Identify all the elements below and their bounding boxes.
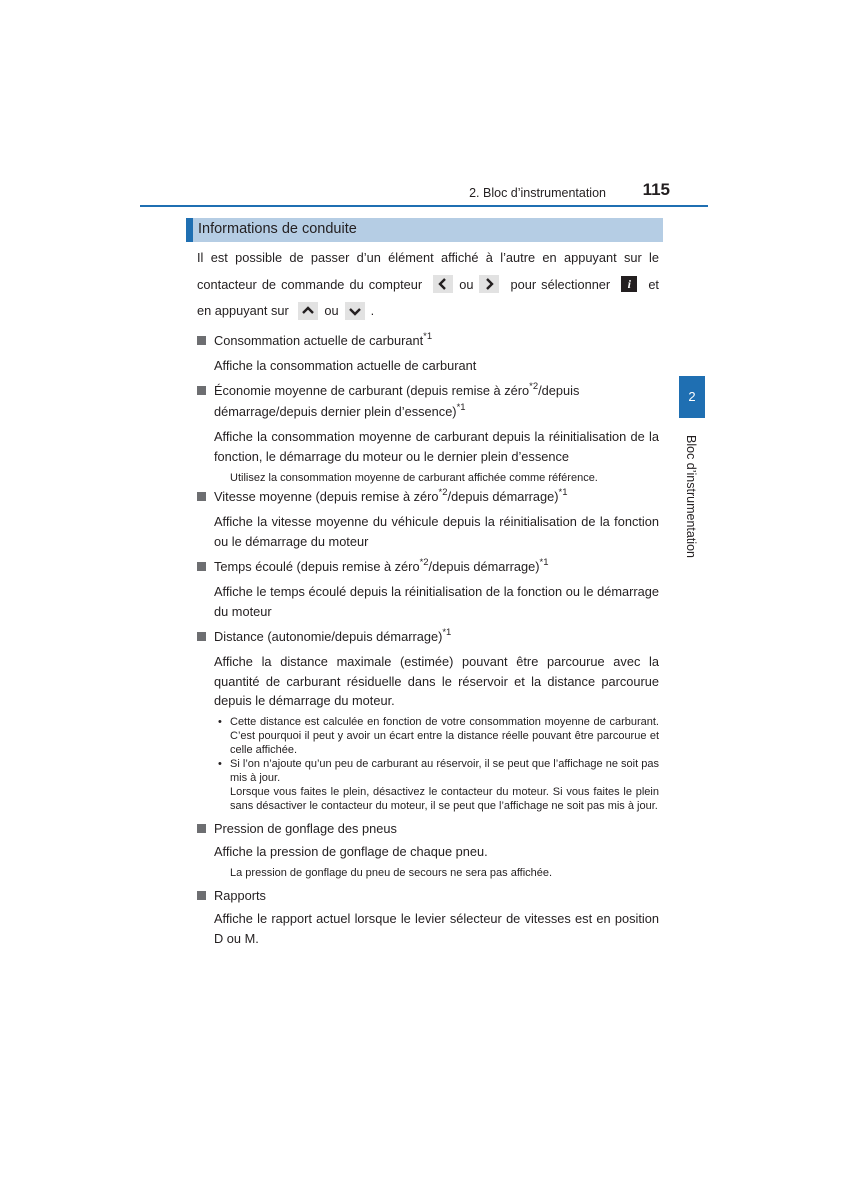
bullet-text: Si l’on n’ajoute qu’un peu de carburant au réservoir, il se peut que l’affichage ne soit pas mis à jour. <box>230 757 659 784</box>
section-header <box>186 218 663 242</box>
section-title: Informations de conduite <box>198 221 357 237</box>
list-item <box>197 381 659 485</box>
item-title-part: Vitesse moyenne (depuis remise à zéro <box>214 489 439 504</box>
item-title-part: /depuis démarrage/depuis dernier plein d’essence) <box>214 383 580 419</box>
header-rule <box>140 205 708 207</box>
bullet-dot: • <box>218 757 222 770</box>
item-title-part: Économie moyenne de carburant (depuis remise à zéro <box>214 383 530 398</box>
bullet-note <box>218 715 659 757</box>
or-text: ou <box>459 276 474 292</box>
list-item <box>197 487 659 551</box>
list-item <box>197 627 659 813</box>
list-item <box>197 886 659 948</box>
footnote-ref: *1 <box>539 557 549 568</box>
bullet-square-icon <box>197 386 206 395</box>
item-description: Affiche la distance maximale (estimée) pouvant être parcourue avec la quantité de carburant résiduelle dans le réservoir et la distance parcourue depuis le démarrage du moteur. <box>214 654 659 708</box>
chevron-down-icon <box>345 302 365 320</box>
item-description: Affiche la vitesse moyenne du véhicule depuis la réinitialisation de la fonction ou le démarrage du moteur <box>214 514 659 549</box>
bullet-square-icon <box>197 891 206 900</box>
footnote-ref: *1 <box>558 487 568 498</box>
bullet-continuation: Lorsque vous faites le plein, désactivez le contacteur du moteur. Si vous faites le plein sans désactiver le contacteur du moteur, il se peut que l’affichage ne soit pas mis à jour. <box>230 785 659 812</box>
item-title-part: /depuis démarrage) <box>447 489 559 504</box>
chevron-right-icon <box>479 275 499 293</box>
intro-text-3: et en appuyant sur <box>197 276 659 318</box>
item-description: Affiche le temps écoulé depuis la réinitialisation de la fonction ou le démarrage du moteur <box>214 584 659 619</box>
chapter-number: 2 <box>688 389 696 404</box>
chapter-tab <box>679 376 705 418</box>
item-title: Pression de gonflage des pneus <box>214 820 397 836</box>
item-description: Affiche le rapport actuel lorsque le levier sélecteur de vitesses est en position D ou M. <box>214 911 659 946</box>
footnote-ref: *2 <box>529 381 539 392</box>
footnote-ref: *1 <box>456 402 466 413</box>
list-item <box>197 331 659 376</box>
info-icon: i <box>621 276 637 292</box>
footnote-ref: *2 <box>438 487 448 498</box>
chevron-up-icon <box>298 302 318 320</box>
item-title-part: Temps écoulé (depuis remise à zéro <box>214 559 420 574</box>
intro-text-1: Il est possible de passer d’un élément affiché à l’autre en appuyant sur le contacteur de commande du compteur <box>197 250 659 292</box>
item-description: Affiche la consommation actuelle de carburant <box>214 357 477 373</box>
bullet-note <box>218 757 659 813</box>
bullet-square-icon <box>197 562 206 571</box>
bullet-text: Cette distance est calculée en fonction de votre consommation moyenne de carburant. C’est pourquoi il peut y avoir un écart entre la distance réelle pouvant être parcourue et celle affichée. <box>230 715 659 756</box>
bullet-square-icon <box>197 824 206 833</box>
content <box>197 245 659 948</box>
chevron-left-icon <box>433 275 453 293</box>
list-item <box>197 557 659 621</box>
item-title: Consommation actuelle de carburant <box>214 332 424 348</box>
intro-paragraph <box>197 245 659 325</box>
item-description: Affiche la consommation moyenne de carburant depuis la réinitialisation de la fonction, le démarrage du moteur ou le dernier plein d’essence <box>214 429 659 464</box>
item-description: Affiche la pression de gonflage de chaque pneu. <box>214 843 488 859</box>
intro-end: . <box>370 303 375 318</box>
item-note: Utilisez la consommation moyenne de carburant affichée comme référence. <box>230 472 598 484</box>
item-note: La pression de gonflage du pneu de secours ne sera pas affichée. <box>230 867 553 879</box>
list-item <box>197 819 659 881</box>
footnote-ref: *2 <box>419 557 429 568</box>
page-header-title: 2. Bloc d’instrumentation <box>469 186 606 200</box>
item-title: Distance (autonomie/depuis démarrage) <box>214 629 443 644</box>
intro-text-2: pour sélectionner <box>505 276 616 292</box>
bullet-square-icon <box>197 632 206 641</box>
item-title-part: /depuis démarrage) <box>428 559 540 574</box>
footnote-ref: *1 <box>442 627 452 638</box>
bullet-square-icon <box>197 492 206 501</box>
or-text: ou <box>324 303 339 318</box>
item-title: Rapports <box>214 888 266 903</box>
page-number: 115 <box>642 180 670 199</box>
bullet-square-icon <box>197 336 206 345</box>
footnote-ref: *1 <box>423 330 433 342</box>
bullet-dot: • <box>218 715 222 728</box>
chapter-label: Bloc d’instrumentation <box>684 435 698 558</box>
